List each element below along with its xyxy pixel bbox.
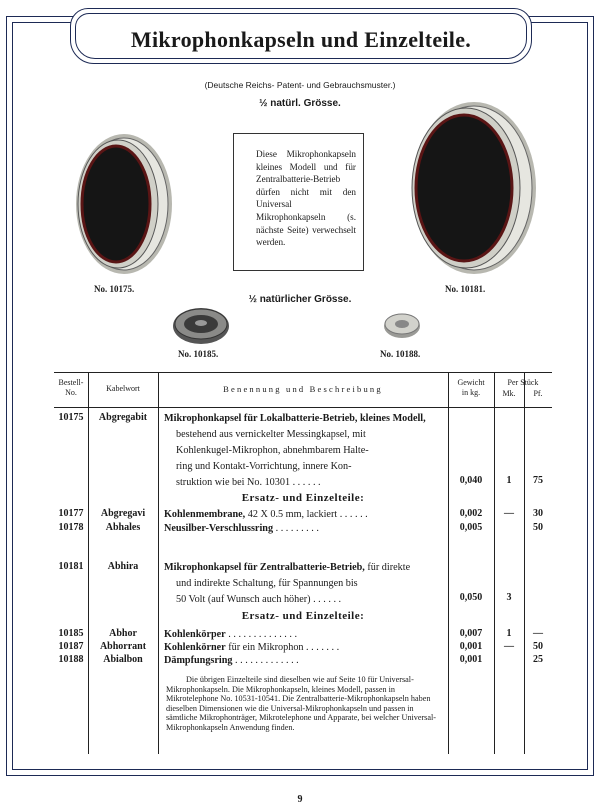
- scale-note-top: ½ natürl. Grösse.: [259, 98, 341, 109]
- row-10188-no: 10188: [58, 654, 84, 665]
- row-10185-no: 10185: [58, 628, 84, 639]
- scale-note-mid: ½ natürlicher Grösse.: [248, 294, 352, 305]
- kohlenkoerper-10185-image: [170, 304, 232, 346]
- header-gewicht: Gewicht: [457, 378, 485, 387]
- caption-10185: No. 10185.: [178, 349, 219, 359]
- row-10175-pf: 75: [533, 475, 543, 486]
- row-10185-pf: —: [533, 628, 543, 639]
- caption-10181: No. 10181.: [445, 284, 486, 294]
- capsule-10175-image: [66, 128, 176, 280]
- row-10187-pf: 50: [533, 641, 543, 652]
- page-number: 9: [297, 794, 303, 805]
- header-kabelwort: Kabelwort: [106, 384, 140, 393]
- row-10175-kw: Abgregabit: [98, 412, 148, 423]
- row-10177-no: 10177: [58, 508, 84, 519]
- row-10175-desc: Mikrophonkapsel für Lokalbatterie-Betrieb, kleines Modell, bestehend aus vernickelter Messingkapsel, mit Kohlenkugel-Mikrophon, abnehmbarem Halte- ring und Kontakt-Vorrichtung, innere Kon- struktion wie bei No. 10301 . . . . . .: [164, 413, 426, 488]
- row-10178-kw: Abhales: [105, 522, 141, 533]
- row-10185-weight: 0,007: [459, 628, 483, 639]
- row-10177-desc: Kohlenmembrane, 42 X 0.5 mm, lackiert . . . . . .: [164, 509, 368, 520]
- row-10175-mk: 1: [506, 475, 512, 486]
- table-footnote: Die übrigen Einzelteile sind dieselben wie auf Seite 10 für Universal-Mikrophonkapseln. Die Mikrophonkapseln, kleines Modell, passen in Mikrotelephone No. 10531-10541. Die Zentralbatterie-Mikrophonkapseln haben dieselben Dimensionen wie die Universal-Mikrophonkapseln und passen in sämtliche Mikrophonträger, Mikrotelephone und Apparate, bei welcher Universal-Mikrophonkapseln Anwendung finden.: [166, 675, 436, 732]
- row-10177-mk: —: [504, 508, 514, 519]
- row-10185-mk: 1: [506, 628, 512, 639]
- row-10185-desc: Kohlenkörper . . . . . . . . . . . . . .: [164, 629, 298, 640]
- row-10181-desc: Mikrophonkapsel für Zentralbatterie-Betrieb, für direkte und indirekte Schaltung, für Spannungen bis 50 Volt (auf Wunsch auch höher) . . . . . .: [164, 562, 411, 605]
- row-10181-mk: 3: [506, 592, 512, 603]
- header-gewicht-kg: in kg.: [461, 388, 481, 397]
- row-10175-weight: 0,040: [459, 475, 483, 486]
- header-bestell: Bestell-: [58, 378, 84, 387]
- row-10187-desc: Kohlenkörner für ein Mikrophon . . . . . . .: [164, 642, 340, 653]
- row-10187-mk: —: [504, 641, 514, 652]
- row-10177-kw: Abgregavi: [100, 508, 146, 519]
- header-preis: Per Stück: [507, 378, 539, 387]
- row-10178-desc: Neusilber-Verschlussring . . . . . . . . .: [164, 523, 319, 534]
- row-10185-kw: Abhor: [109, 628, 137, 639]
- row-10175-no: 10175: [58, 412, 84, 423]
- title-cartouche: [70, 8, 532, 64]
- row-10181-no: 10181: [58, 561, 84, 572]
- row-10177-weight: 0,002: [459, 508, 483, 519]
- header-pf: Pf.: [533, 389, 543, 398]
- section-ersatz-2: Ersatz- und Einzelteile:: [241, 610, 365, 622]
- page-title: Mikrophonkapseln und Einzelteile.: [130, 27, 472, 52]
- row-10188-weight: 0,001: [459, 654, 483, 665]
- capsule-10181-image: [400, 96, 542, 282]
- daempfungsring-10188-image: [382, 310, 422, 340]
- header-mk: Mk.: [502, 389, 516, 398]
- section-ersatz-1: Ersatz- und Einzelteile:: [241, 492, 365, 504]
- row-10177-pf: 30: [533, 508, 543, 519]
- header-benennung: Benennung und Beschreibung: [223, 384, 383, 394]
- notice-text: Diese Mikrophonkapseln kleines Modell und für Zentralbatterie-Betrieb dürfen nicht mit den Universal Mikrophonkapseln (s. nächste Seite) verwechselt werden.: [256, 149, 356, 248]
- row-10187-weight: 0,001: [459, 641, 483, 652]
- row-10187-no: 10187: [58, 641, 84, 652]
- row-10187-kw: Abhorrant: [99, 641, 147, 652]
- row-10178-weight: 0,005: [459, 522, 483, 533]
- row-10188-desc: Dämpfungsring . . . . . . . . . . . . .: [164, 655, 299, 666]
- row-10178-no: 10178: [58, 522, 84, 533]
- row-10181-weight: 0,050: [459, 592, 483, 603]
- caption-10175: No. 10175.: [94, 284, 135, 294]
- row-10181-kw: Abhira: [107, 561, 139, 572]
- row-10178-pf: 50: [533, 522, 543, 533]
- notice-box: [233, 133, 364, 271]
- header-bestell-no: No.: [65, 388, 77, 397]
- caption-10188: No. 10188.: [380, 349, 421, 359]
- row-10188-kw: Abialbon: [103, 654, 143, 665]
- row-10188-pf: 25: [533, 654, 543, 665]
- patent-note: (Deutsche Reichs- Patent- und Gebrauchsmuster.): [204, 80, 396, 90]
